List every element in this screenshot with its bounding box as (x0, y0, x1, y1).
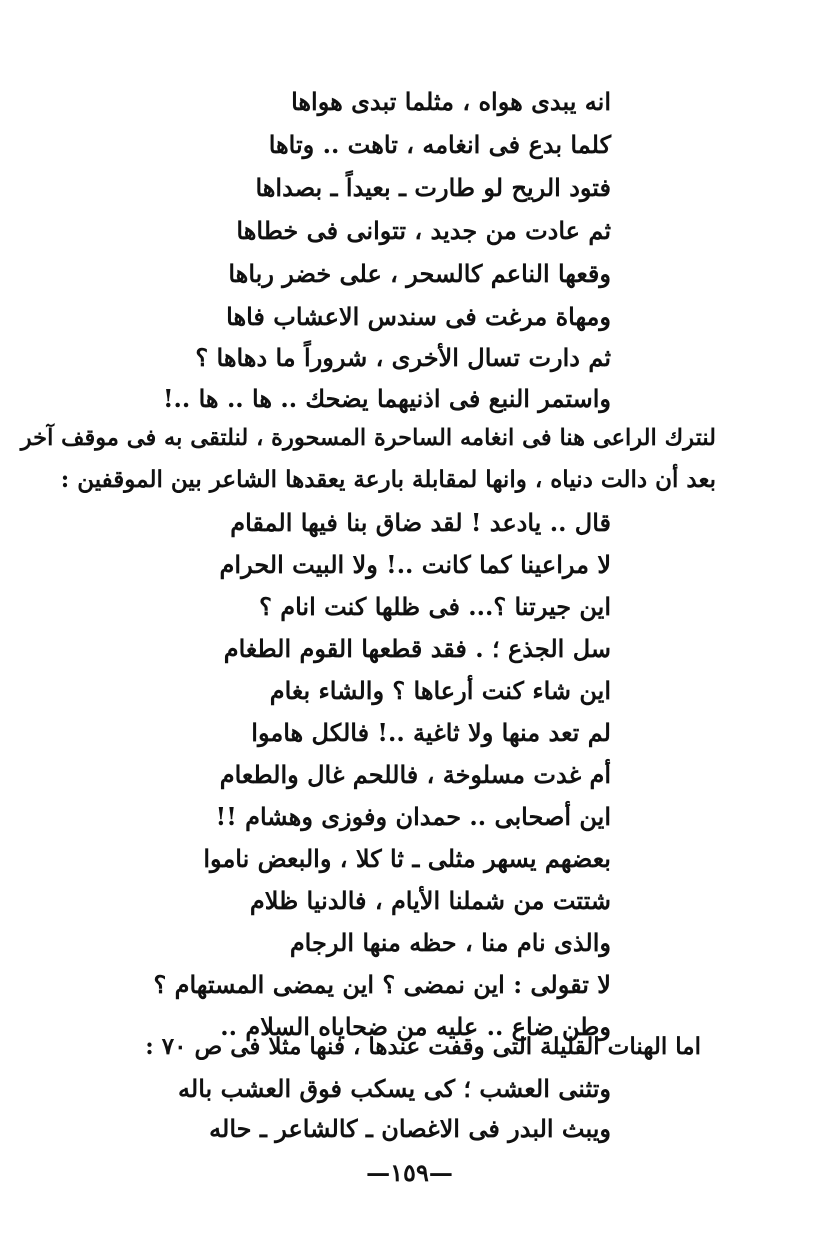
poem-line: ومهاة مرغت فى سندس الاعشاب فاها (226, 302, 611, 331)
poem-line: والذى نام منا ، حظه منها الرجام (289, 928, 611, 957)
poem-line: أم غدت مسلوخة ، فاللحم غال والطعام (219, 760, 611, 789)
poem-line: بعضهم يسهر مثلى ـ ثا كلا ، والبعض ناموا (203, 844, 611, 873)
poem-line: ويبث البدر فى الاغصان ـ كالشاعر ـ حاله (209, 1114, 611, 1143)
page-number: —١٥٩— (366, 1158, 453, 1187)
poem-line: لم تعد منها ولا ثاغية ..! فالكل هاموا (251, 718, 611, 747)
poem-line: وتثنى العشب ؛ كى يسكب فوق العشب باله (178, 1074, 611, 1103)
poem-line: لا مراعينا كما كانت ..! ولا البيت الحرام (219, 550, 611, 579)
poem-line: اين شاء كنت أرعاها ؟ والشاء بغام (269, 676, 611, 705)
poem-line: انه يبدى هواه ، مثلما تبدى هواها (291, 87, 611, 116)
poem-line: فتود الريح لو طارت ـ بعيداً ـ بصداها (255, 173, 611, 202)
prose-line: لنترك الراعى هنا فى انغامه الساحرة المسحورة ، لنلتقى به فى موقف آخر (20, 425, 716, 451)
poem-line: وطن ضاع .. عليه من ضحاياه السلام .. (220, 1012, 611, 1041)
poem-line: اين أصحابى .. حمدان وفوزى وهشام !! (215, 802, 611, 831)
poem-line: ثم دارت تسال الأخرى ، شروراً ما دهاها ؟ (195, 343, 611, 372)
poem-line: لا تقولى : اين نمضى ؟ اين يمضى المستهام ؟ (153, 970, 611, 999)
poem-line: وقعها الناعم كالسحر ، على خضر رباها (228, 259, 611, 288)
poem-line: كلما بدع فى انغامه ، تاهت .. وتاها (268, 130, 611, 159)
poem-line: ثم عادت من جديد ، تتوانى فى خطاها (236, 216, 611, 245)
poem-line: قال .. يادعد ! لقد ضاق بنا فيها المقام (230, 508, 611, 537)
poem-line: واستمر النبع فى اذنيهما يضحك .. ها .. ها ..! (163, 384, 611, 413)
poem-line: شتتت من شملنا الأيام ، فالدنيا ظلام (249, 886, 611, 915)
poem-line: سل الجذع ؛ . فقد قطعها القوم الطغام (223, 634, 611, 663)
poem-line: اين جيرتنا ؟... فى ظلها كنت انام ؟ (259, 592, 611, 621)
prose-line: بعد أن دالت دنياه ، وانها لمقابلة بارعة يعقدها الشاعر بين الموقفين : (60, 466, 716, 493)
prose-line: اما الهنات القليلة التى وقفت عندها ، فنها مثلا فى ص ٧٠ : (145, 1033, 701, 1060)
